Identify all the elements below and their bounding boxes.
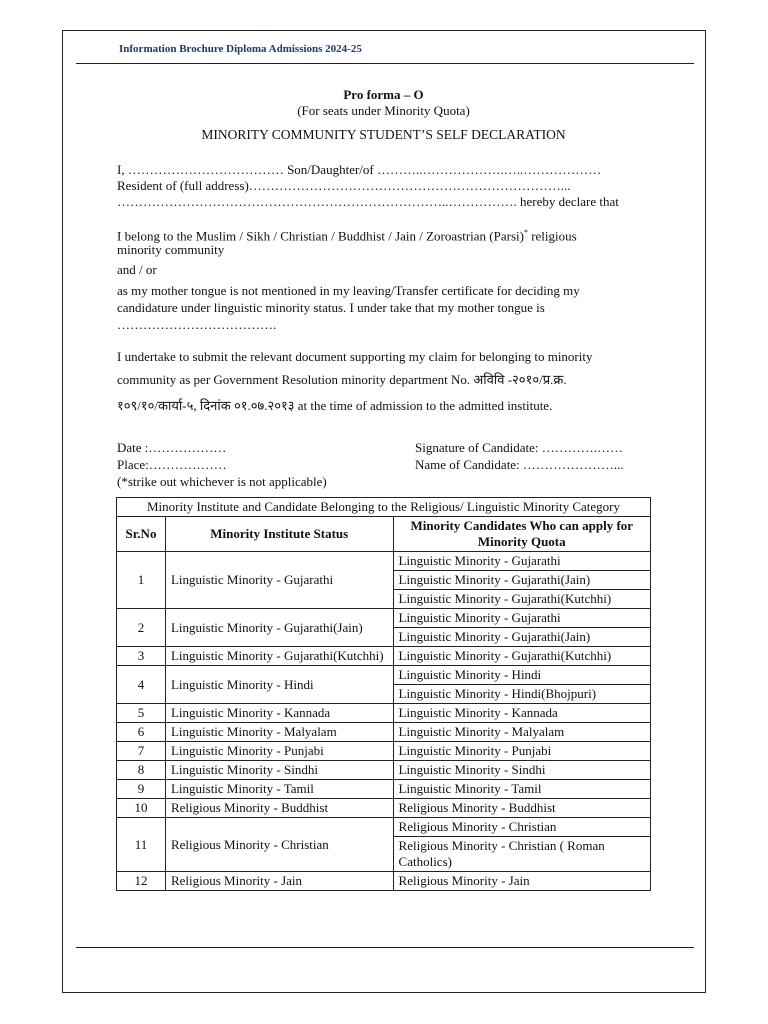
header-rule [76,63,694,64]
form-title: Pro forma – O [343,87,424,102]
table-row [117,818,651,837]
header-srno: Sr.No [117,517,166,552]
institute-status-cell: Linguistic Minority - Gujarathi(Kutchhi) [165,647,393,666]
undertake-line-2: community as per Government Resolution minority department No. अविवि -२०१०/प्र.क्र. [117,372,567,387]
sr-no-cell: 9 [117,780,166,799]
institute-status-cell: Linguistic Minority - Hindi [165,666,393,704]
institute-status-cell: Linguistic Minority - Malyalam [165,723,393,742]
header-candidates: Minority Candidates Who can apply for Minority Quota [393,517,650,552]
sr-no-cell: 10 [117,799,166,818]
sr-no-cell: 4 [117,666,166,704]
sr-no-cell: 7 [117,742,166,761]
signature-field: Signature of Candidate: ………….…… [415,440,623,455]
religion-text: I belong to the Muslim / Sikh / Christian / Buddhist / Jain / Zoroastrian (Parsi) [117,228,524,244]
sr-no-cell: 2 [117,609,166,647]
candidate-cell: Linguistic Minority - Gujarathi(Kutchhi) [393,590,650,609]
table-row [117,761,651,780]
sr-no-cell: 3 [117,647,166,666]
header-status: Minority Institute Status [165,517,393,552]
tongue-line-3: ………………………………. [117,317,277,332]
sr-no-cell: 12 [117,872,166,891]
institute-status-cell: Religious Minority - Buddhist [165,799,393,818]
institute-status-cell: Religious Minority - Christian [165,818,393,872]
tongue-line-1: as my mother tongue is not mentioned in my leaving/Transfer certificate for deciding my [117,283,580,298]
undertake-line-3: १०९/१०/कार्या-५, दिनांक ०१.०७.२०१३ at the time of admission to the admitted institute. [117,398,553,413]
sr-no-cell: 5 [117,704,166,723]
candidate-cell: Linguistic Minority - Hindi(Bhojpuri) [393,685,650,704]
sr-no-cell: 1 [117,552,166,609]
institute-status-cell: Religious Minority - Jain [165,872,393,891]
candidate-cell: Linguistic Minority - Gujarathi [393,552,650,571]
place-field: Place:……………… [117,457,227,472]
candidate-cell: Linguistic Minority - Punjabi [393,742,650,761]
institute-status-cell: Linguistic Minority - Sindhi [165,761,393,780]
strike-note: (*strike out whichever is not applicable) [117,474,327,489]
form-heading: MINORITY COMMUNITY STUDENT’S SELF DECLARATION [201,127,566,142]
candidate-cell: Linguistic Minority - Malyalam [393,723,650,742]
candidate-cell: Linguistic Minority - Gujarathi(Jain) [393,571,650,590]
table-header-row [117,517,651,552]
candidate-cell: Linguistic Minority - Gujarathi(Kutchhi) [393,647,650,666]
table-row [117,647,651,666]
table-row [117,723,651,742]
footer-rule [76,947,694,948]
table-row [117,552,651,571]
table-row [117,872,651,891]
candidate-cell: Linguistic Minority - Hindi [393,666,650,685]
table-caption: Minority Institute and Candidate Belonging to the Religious/ Linguistic Minority Category [117,498,651,517]
candidate-cell: Linguistic Minority - Gujarathi(Jain) [393,628,650,647]
sr-no-cell: 11 [117,818,166,872]
institute-status-cell: Linguistic Minority - Kannada [165,704,393,723]
candidate-cell: Religious Minority - Christian [393,818,650,837]
declaration-line-1: I, ……………………………… Son/Daughter/of ………..……………….…..……………… [117,162,602,177]
sr-no-cell: 8 [117,761,166,780]
institute-status-cell: Linguistic Minority - Gujarathi(Jain) [165,609,393,647]
candidate-cell: Religious Minority - Christian ( Roman Catholics) [393,837,650,872]
candidate-cell: Religious Minority - Buddhist [393,799,650,818]
minority-table [116,497,651,891]
form-subtitle: (For seats under Minority Quota) [297,103,470,118]
undertake-line-1: I undertake to submit the relevant document supporting my claim for belonging to minority [117,349,593,364]
and-or: and / or [117,262,157,277]
date-field: Date :……………… [117,440,227,455]
candidate-cell: Linguistic Minority - Tamil [393,780,650,799]
religion-tail: religious [527,228,577,244]
header-title: Information Brochure Diploma Admissions 2024-25 [119,43,362,55]
sr-no-cell: 6 [117,723,166,742]
table-row [117,666,651,685]
tongue-line-2: candidature under linguistic minority status. I under take that my mother tongue is [117,300,545,315]
table-row [117,609,651,628]
candidate-cell: Religious Minority - Jain [393,872,650,891]
table-caption-row [117,498,651,517]
table-row [117,780,651,799]
institute-status-cell: Linguistic Minority - Punjabi [165,742,393,761]
religion-asterisk: * [523,228,528,237]
declaration-line-2: Resident of (full address)………………………………………………………………... [117,178,571,193]
institute-status-cell: Linguistic Minority - Tamil [165,780,393,799]
institute-status-cell: Linguistic Minority - Gujarathi [165,552,393,609]
religion-line-2: minority community [117,242,225,257]
table-row [117,799,651,818]
table-row [117,704,651,723]
candidate-cell: Linguistic Minority - Sindhi [393,761,650,780]
candidate-cell: Linguistic Minority - Gujarathi [393,609,650,628]
candidate-cell: Linguistic Minority - Kannada [393,704,650,723]
table-row [117,742,651,761]
declaration-line-3: …………………………………………………………………..……………. hereby declare that [117,194,619,209]
name-field: Name of Candidate: …………………... [415,457,624,472]
